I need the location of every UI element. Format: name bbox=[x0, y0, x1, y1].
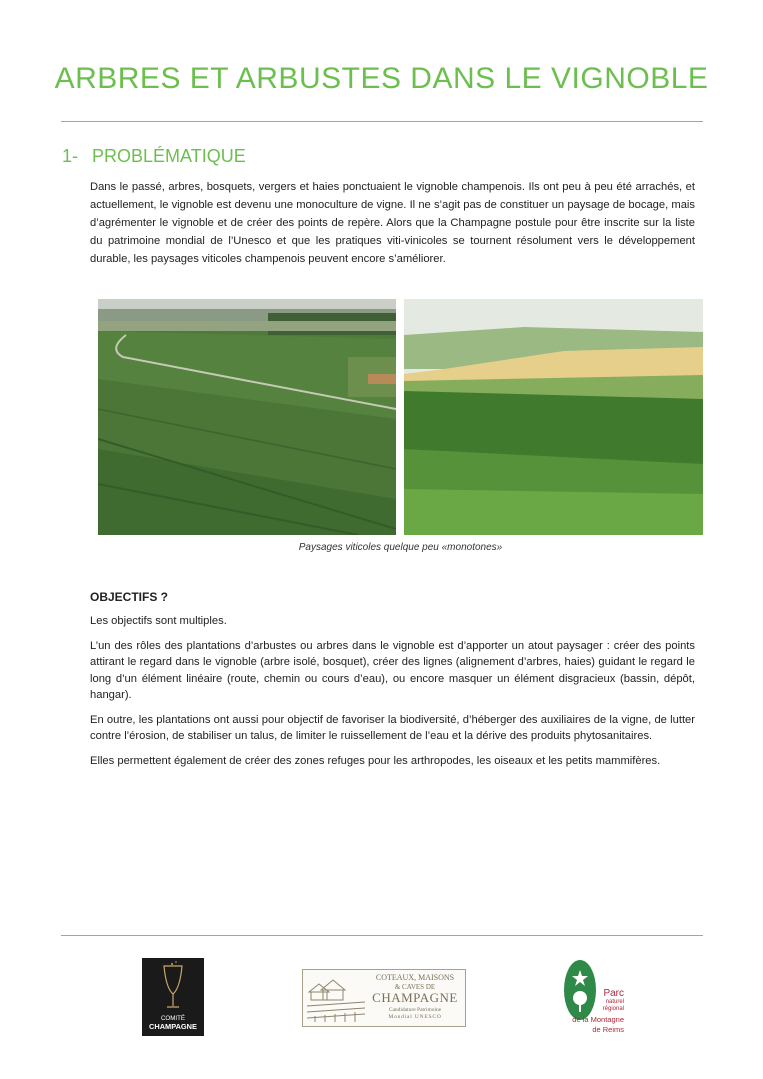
logo-text: CHAMPAGNE bbox=[372, 990, 458, 1005]
vineyard-photo-left bbox=[98, 299, 396, 535]
logo-text: CHAMPAGNE bbox=[149, 1022, 197, 1031]
logo-text: COMITÉ bbox=[160, 1015, 186, 1022]
section-number: 1- bbox=[62, 146, 79, 166]
parc-naturel-logo bbox=[562, 958, 624, 1040]
section-title: PROBLÉMATIQUE bbox=[92, 146, 246, 166]
objectifs-body bbox=[90, 613, 695, 777]
vineyard-photo-right bbox=[404, 299, 703, 535]
logo-text: & CAVES DE bbox=[394, 983, 436, 991]
objectifs-heading: OBJECTIFS ? bbox=[90, 590, 169, 604]
logo-text: de Reims bbox=[592, 1025, 624, 1034]
village-hillside-icon bbox=[305, 970, 367, 1026]
logo-text: de la Montagne bbox=[572, 1015, 624, 1024]
photo-caption: Paysages viticoles quelque peu «monotones» bbox=[298, 542, 503, 553]
objectifs-paragraph: En outre, les plantations ont aussi pour objectif de favoriser la biodiversité, d’héberger des auxiliaires de la vigne, de lutter contre l’érosion, de stabiliser un talus, de limiter le ruissellement de l’eau et la dérive des produits phytosanitaires. bbox=[90, 713, 695, 742]
section-heading bbox=[62, 146, 246, 167]
logo-text: régional bbox=[602, 1006, 624, 1012]
logo-text: Parc bbox=[603, 988, 624, 999]
objectifs-paragraph: Elles permettent également de créer des zones refuges pour les arthropodes, les oiseaux et les petits mammifères. bbox=[90, 754, 661, 767]
objectifs-paragraph: Les objectifs sont multiples. bbox=[90, 615, 227, 627]
champagne-glass-icon bbox=[142, 958, 204, 1014]
objectifs-paragraph: L’un des rôles des plantations d’arbustes ou arbres dans le vignoble est d’apporter un atout paysager : créer des points attirant le regard dans le vignoble (arbre isolé, bosquet), créer des lignes (alignement d’arbres, haies) guidant le regard le long d’un élément linéaire (route, chemin ou cours d’eau), ou encore masquer un élément disgracieux (bassin, dépôt, hangar). bbox=[90, 639, 695, 701]
logo-text: naturel bbox=[605, 999, 624, 1005]
coteaux-maisons-caves-logo bbox=[302, 969, 466, 1027]
page-title: ARBRES ET ARBUSTES DANS LE VIGNOBLE bbox=[54, 62, 709, 96]
logo-text: Mondial UNESCO bbox=[388, 1014, 442, 1020]
footer-divider bbox=[61, 935, 703, 936]
header-divider bbox=[61, 121, 703, 122]
logo-text: Candidature Patrimoine bbox=[388, 1007, 442, 1013]
comite-champagne-logo bbox=[142, 958, 204, 1036]
logo-text: COTEAUX, MAISONS bbox=[375, 973, 455, 982]
parc-emblem-icon bbox=[562, 958, 602, 1022]
intro-paragraph: Dans le passé, arbres, bosquets, vergers et haies ponctuaient le vignoble champenois. Ils ont peu à peu été arrachés, et actuellement, le vignoble est devenu une monoculture de vigne. Il ne s’agit pas de constituer un paysage de bocage, mais d’agrémenter le vignoble et de créer des points de repère. Alors que la Champagne postule pour être inscrite sur la liste du patrimoine mondial de l’Unesco et que les pratiques viti-vinicoles se tournent résolument vers le développement durable, les paysages viticoles champenois peuvent encore s’améliorer. bbox=[90, 181, 695, 265]
